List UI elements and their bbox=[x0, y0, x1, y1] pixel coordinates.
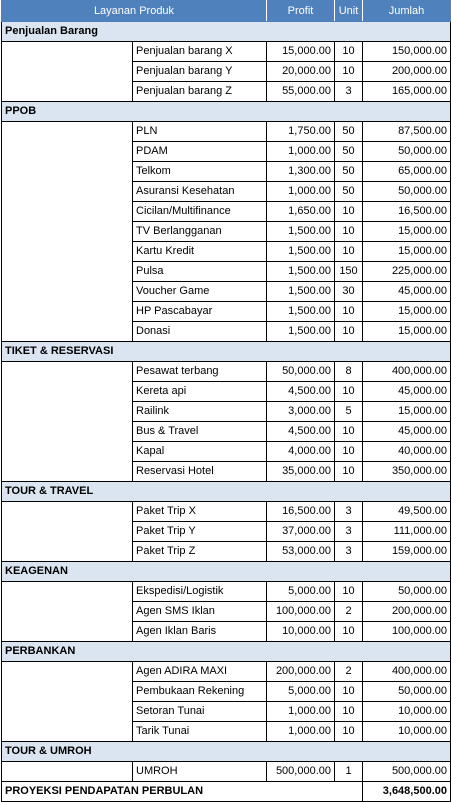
item-unit: 3 bbox=[335, 82, 363, 102]
table-body bbox=[2, 22, 451, 782]
item-total: 49,500.00 bbox=[363, 502, 451, 522]
indent-cell bbox=[2, 302, 133, 322]
table-row bbox=[2, 442, 451, 462]
table-row bbox=[2, 762, 451, 782]
indent-cell bbox=[2, 462, 133, 482]
item-name: Railink bbox=[133, 402, 267, 422]
table-row bbox=[2, 542, 451, 562]
indent-cell bbox=[2, 122, 133, 142]
item-name: TV Berlangganan bbox=[133, 222, 267, 242]
item-profit: 15,000.00 bbox=[267, 42, 335, 62]
item-unit: 10 bbox=[335, 382, 363, 402]
item-profit: 1,500.00 bbox=[267, 262, 335, 282]
table-row bbox=[2, 622, 451, 642]
category-row bbox=[2, 562, 451, 582]
indent-cell bbox=[2, 622, 133, 642]
item-total: 65,000.00 bbox=[363, 162, 451, 182]
header-service: Layanan Produk bbox=[2, 1, 267, 22]
item-profit: 53,000.00 bbox=[267, 542, 335, 562]
item-unit: 10 bbox=[335, 442, 363, 462]
item-unit: 8 bbox=[335, 362, 363, 382]
item-name: Setoran Tunai bbox=[133, 702, 267, 722]
table-row bbox=[2, 462, 451, 482]
item-unit: 3 bbox=[335, 542, 363, 562]
item-total: 15,000.00 bbox=[363, 242, 451, 262]
indent-cell bbox=[2, 522, 133, 542]
item-total: 40,000.00 bbox=[363, 442, 451, 462]
table-row bbox=[2, 162, 451, 182]
item-name: Cicilan/Multifinance bbox=[133, 202, 267, 222]
item-profit: 200,000.00 bbox=[267, 662, 335, 682]
indent-cell bbox=[2, 662, 133, 682]
item-total: 111,000.00 bbox=[363, 522, 451, 542]
item-unit: 10 bbox=[335, 202, 363, 222]
indent-cell bbox=[2, 202, 133, 222]
item-name: Penjualan barang Z bbox=[133, 82, 267, 102]
item-unit: 10 bbox=[335, 722, 363, 742]
item-profit: 1,750.00 bbox=[267, 122, 335, 142]
item-total: 10,000.00 bbox=[363, 702, 451, 722]
item-total: 200,000.00 bbox=[363, 62, 451, 82]
indent-cell bbox=[2, 282, 133, 302]
item-profit: 1,000.00 bbox=[267, 182, 335, 202]
indent-cell bbox=[2, 142, 133, 162]
item-unit: 50 bbox=[335, 142, 363, 162]
table-row bbox=[2, 222, 451, 242]
item-unit: 30 bbox=[335, 282, 363, 302]
item-name: Reservasi Hotel bbox=[133, 462, 267, 482]
item-name: Kartu Kredit bbox=[133, 242, 267, 262]
item-name: PLN bbox=[133, 122, 267, 142]
table-row bbox=[2, 202, 451, 222]
item-unit: 1 bbox=[335, 762, 363, 782]
item-name: Tarik Tunai bbox=[133, 722, 267, 742]
category-row bbox=[2, 482, 451, 502]
table-row bbox=[2, 42, 451, 62]
item-profit: 35,000.00 bbox=[267, 462, 335, 482]
table-row bbox=[2, 322, 451, 342]
item-profit: 50,000.00 bbox=[267, 362, 335, 382]
item-total: 400,000.00 bbox=[363, 362, 451, 382]
grand-total-label: PROYEKSI PENDAPATAN PERBULAN bbox=[2, 782, 363, 802]
table-row bbox=[2, 402, 451, 422]
item-name: Ekspedisi/Logistik bbox=[133, 582, 267, 602]
item-profit: 1,500.00 bbox=[267, 322, 335, 342]
indent-cell bbox=[2, 222, 133, 242]
grand-total-value: 3,648,500.00 bbox=[363, 782, 451, 802]
indent-cell bbox=[2, 762, 133, 782]
item-profit: 4,000.00 bbox=[267, 442, 335, 462]
item-profit: 55,000.00 bbox=[267, 82, 335, 102]
item-name: Paket Trip Y bbox=[133, 522, 267, 542]
item-unit: 10 bbox=[335, 322, 363, 342]
item-total: 15,000.00 bbox=[363, 222, 451, 242]
item-unit: 3 bbox=[335, 522, 363, 542]
table-row bbox=[2, 722, 451, 742]
indent-cell bbox=[2, 582, 133, 602]
item-total: 200,000.00 bbox=[363, 602, 451, 622]
category-row bbox=[2, 642, 451, 662]
grand-total-row bbox=[2, 782, 451, 802]
category-title: PPOB bbox=[2, 102, 451, 122]
item-profit: 500,000.00 bbox=[267, 762, 335, 782]
item-total: 10,000.00 bbox=[363, 722, 451, 742]
item-profit: 100,000.00 bbox=[267, 602, 335, 622]
item-profit: 1,000.00 bbox=[267, 722, 335, 742]
item-total: 16,500.00 bbox=[363, 202, 451, 222]
item-name: PDAM bbox=[133, 142, 267, 162]
item-total: 45,000.00 bbox=[363, 382, 451, 402]
item-name: HP Pascabayar bbox=[133, 302, 267, 322]
item-unit: 3 bbox=[335, 502, 363, 522]
table-row bbox=[2, 62, 451, 82]
item-unit: 50 bbox=[335, 122, 363, 142]
table-row bbox=[2, 702, 451, 722]
item-name: Paket Trip X bbox=[133, 502, 267, 522]
item-total: 15,000.00 bbox=[363, 322, 451, 342]
indent-cell bbox=[2, 242, 133, 262]
revenue-projection-table bbox=[1, 0, 451, 802]
category-row bbox=[2, 342, 451, 362]
table-row bbox=[2, 662, 451, 682]
item-unit: 10 bbox=[335, 62, 363, 82]
item-profit: 10,000.00 bbox=[267, 622, 335, 642]
category-row bbox=[2, 742, 451, 762]
table-row bbox=[2, 582, 451, 602]
item-name: Kereta api bbox=[133, 382, 267, 402]
item-profit: 1,500.00 bbox=[267, 302, 335, 322]
header-total: Jumlah bbox=[363, 1, 451, 22]
item-unit: 2 bbox=[335, 662, 363, 682]
item-total: 50,000.00 bbox=[363, 582, 451, 602]
item-total: 45,000.00 bbox=[363, 422, 451, 442]
item-profit: 1,500.00 bbox=[267, 242, 335, 262]
item-name: Pembukaan Rekening bbox=[133, 682, 267, 702]
indent-cell bbox=[2, 62, 133, 82]
table-row bbox=[2, 422, 451, 442]
item-unit: 10 bbox=[335, 622, 363, 642]
indent-cell bbox=[2, 182, 133, 202]
item-name: Agen Iklan Baris bbox=[133, 622, 267, 642]
item-total: 45,000.00 bbox=[363, 282, 451, 302]
item-total: 50,000.00 bbox=[363, 182, 451, 202]
item-unit: 5 bbox=[335, 402, 363, 422]
item-unit: 10 bbox=[335, 222, 363, 242]
table-row bbox=[2, 502, 451, 522]
category-title: TOUR & UMROH bbox=[2, 742, 451, 762]
indent-cell bbox=[2, 162, 133, 182]
category-title: TIKET & RESERVASI bbox=[2, 342, 451, 362]
item-total: 150,000.00 bbox=[363, 42, 451, 62]
category-title: KEAGENAN bbox=[2, 562, 451, 582]
item-name: Agen SMS Iklan bbox=[133, 602, 267, 622]
indent-cell bbox=[2, 442, 133, 462]
indent-cell bbox=[2, 322, 133, 342]
item-name: UMROH bbox=[133, 762, 267, 782]
item-name: Bus & Travel bbox=[133, 422, 267, 442]
indent-cell bbox=[2, 382, 133, 402]
indent-cell bbox=[2, 682, 133, 702]
item-unit: 10 bbox=[335, 42, 363, 62]
item-profit: 5,000.00 bbox=[267, 582, 335, 602]
item-total: 100,000.00 bbox=[363, 622, 451, 642]
header-unit: Unit bbox=[335, 1, 363, 22]
item-profit: 37,000.00 bbox=[267, 522, 335, 542]
indent-cell bbox=[2, 722, 133, 742]
item-total: 87,500.00 bbox=[363, 122, 451, 142]
category-row bbox=[2, 102, 451, 122]
item-profit: 1,500.00 bbox=[267, 282, 335, 302]
item-unit: 10 bbox=[335, 582, 363, 602]
item-name: Paket Trip Z bbox=[133, 542, 267, 562]
table-row bbox=[2, 82, 451, 102]
item-unit: 10 bbox=[335, 302, 363, 322]
category-title: Penjualan Barang bbox=[2, 22, 451, 42]
category-title: TOUR & TRAVEL bbox=[2, 482, 451, 502]
item-profit: 3,000.00 bbox=[267, 402, 335, 422]
item-total: 500,000.00 bbox=[363, 762, 451, 782]
item-name: Penjualan barang X bbox=[133, 42, 267, 62]
table-row bbox=[2, 602, 451, 622]
item-profit: 1,500.00 bbox=[267, 222, 335, 242]
item-unit: 10 bbox=[335, 682, 363, 702]
item-name: Donasi bbox=[133, 322, 267, 342]
table-row bbox=[2, 282, 451, 302]
indent-cell bbox=[2, 262, 133, 282]
item-profit: 1,300.00 bbox=[267, 162, 335, 182]
header-profit: Profit bbox=[267, 1, 335, 22]
table-row bbox=[2, 122, 451, 142]
table-row bbox=[2, 362, 451, 382]
indent-cell bbox=[2, 502, 133, 522]
item-profit: 1,000.00 bbox=[267, 702, 335, 722]
item-name: Penjualan barang Y bbox=[133, 62, 267, 82]
table-header-row bbox=[2, 1, 451, 22]
item-unit: 10 bbox=[335, 702, 363, 722]
item-name: Voucher Game bbox=[133, 282, 267, 302]
item-total: 50,000.00 bbox=[363, 142, 451, 162]
item-name: Agen ADIRA MAXI bbox=[133, 662, 267, 682]
item-total: 165,000.00 bbox=[363, 82, 451, 102]
table-row bbox=[2, 142, 451, 162]
item-total: 15,000.00 bbox=[363, 402, 451, 422]
item-profit: 16,500.00 bbox=[267, 502, 335, 522]
table-row bbox=[2, 302, 451, 322]
indent-cell bbox=[2, 402, 133, 422]
indent-cell bbox=[2, 82, 133, 102]
item-total: 15,000.00 bbox=[363, 302, 451, 322]
item-name: Telkom bbox=[133, 162, 267, 182]
item-profit: 4,500.00 bbox=[267, 422, 335, 442]
table-row bbox=[2, 182, 451, 202]
item-unit: 10 bbox=[335, 242, 363, 262]
item-total: 225,000.00 bbox=[363, 262, 451, 282]
table-row bbox=[2, 522, 451, 542]
item-unit: 150 bbox=[335, 262, 363, 282]
item-profit: 1,000.00 bbox=[267, 142, 335, 162]
table-row bbox=[2, 682, 451, 702]
table-row bbox=[2, 262, 451, 282]
item-unit: 50 bbox=[335, 182, 363, 202]
indent-cell bbox=[2, 602, 133, 622]
item-total: 50,000.00 bbox=[363, 682, 451, 702]
indent-cell bbox=[2, 422, 133, 442]
indent-cell bbox=[2, 702, 133, 722]
item-name: Pulsa bbox=[133, 262, 267, 282]
table-row bbox=[2, 242, 451, 262]
item-profit: 1,650.00 bbox=[267, 202, 335, 222]
indent-cell bbox=[2, 542, 133, 562]
item-name: Kapal bbox=[133, 442, 267, 462]
indent-cell bbox=[2, 42, 133, 62]
category-row bbox=[2, 22, 451, 42]
category-title: PERBANKAN bbox=[2, 642, 451, 662]
item-total: 159,000.00 bbox=[363, 542, 451, 562]
item-profit: 5,000.00 bbox=[267, 682, 335, 702]
item-unit: 50 bbox=[335, 162, 363, 182]
item-unit: 10 bbox=[335, 422, 363, 442]
item-unit: 10 bbox=[335, 462, 363, 482]
item-profit: 20,000.00 bbox=[267, 62, 335, 82]
item-profit: 4,500.00 bbox=[267, 382, 335, 402]
item-total: 400,000.00 bbox=[363, 662, 451, 682]
item-total: 350,000.00 bbox=[363, 462, 451, 482]
item-unit: 2 bbox=[335, 602, 363, 622]
item-name: Asuransi Kesehatan bbox=[133, 182, 267, 202]
indent-cell bbox=[2, 362, 133, 382]
item-name: Pesawat terbang bbox=[133, 362, 267, 382]
table-row bbox=[2, 382, 451, 402]
